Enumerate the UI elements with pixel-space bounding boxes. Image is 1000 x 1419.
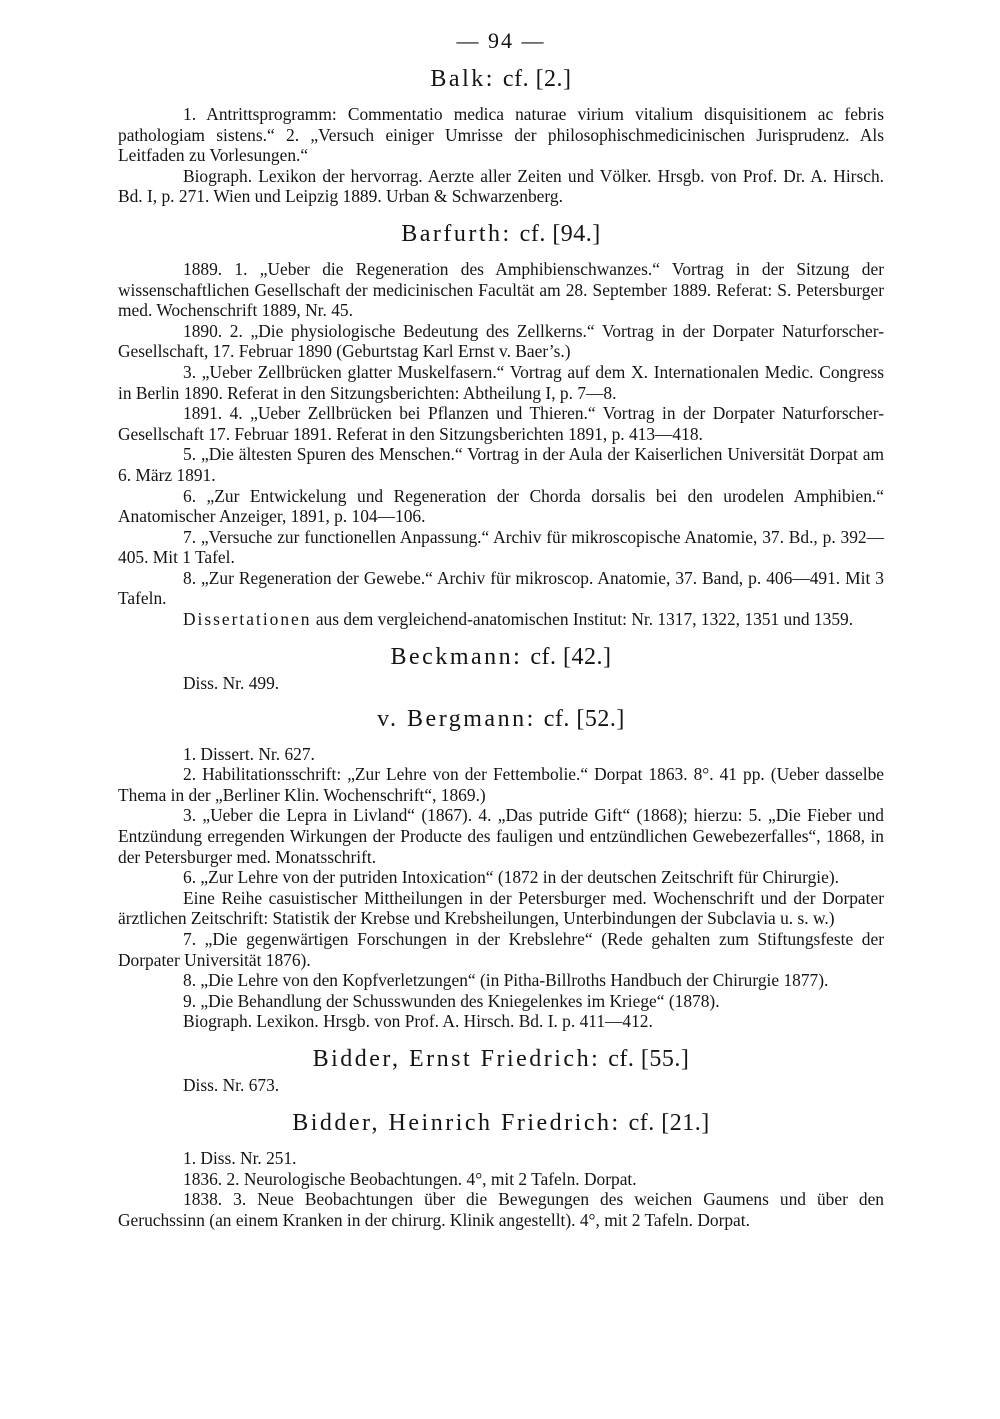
entry-heading [118,1110,884,1136]
entry-heading [391,644,612,670]
entry-heading [118,66,884,92]
entry-paragraph: 1891. 4. „Ueber Zellbrücken bei Pflanzen und Thieren.“ Vortrag in der Dorpater Naturforscher-Gesellschaft 17. Februar 1891. Referat in den Sitzungsberichten 1891, p. 413—418. [118,403,884,444]
entry-bergmann [118,706,884,1032]
entry-paragraph: 6. „Zur Entwickelung und Regeneration der Chorda dorsalis bei den urodelen Amphibien.“ Anatomischer Anzeiger, 1891, p. 104—106. [118,485,884,527]
entry-paragraph: Eine Reihe casuistischer Mittheilungen in der Petersburger med. Wochenschrift und der Dorpater ärztlichen Zeitschrift: Statistik der Krebse und Krebsheilungen, Unterbindungen der Subclavia u. s. w.) [118,887,884,929]
entry-ref: cf. [2.] [502,66,572,92]
entry-ref: cf. [42.] [530,643,612,670]
entry-paragraph: 8. „Die Lehre von den Kopfverletzungen“ (in Pitha-Billroths Handbuch der Chirurgie 1877). [183,970,829,991]
entry-paragraph: 9. „Die Behandlung der Schusswunden des Kniegelenkes im Kriege“ (1878). [183,990,720,1011]
entry-heading [313,1046,690,1072]
entry-paragraph: 1. Dissert. Nr. 627. [183,743,315,764]
entry-paragraph: 1. Diss. Nr. 251. [183,1147,297,1168]
entry-paragraph: 1836. 2. Neurologische Beobachtungen. 4°, mit 2 Tafeln. Dorpat. [183,1168,637,1189]
entry-paragraph: Biograph. Lexikon der hervorrag. Aerzte aller Zeiten und Völker. Hrsgb. von Prof. Dr. A. Hirsch. Bd. I, p. 271. Wien und Leipzig 1889. Urban & Schwarzenberg. [118,165,884,207]
page-number: — 94 — [456,28,546,53]
entry-name: Bidder, Ernst Friedrich: [312,1045,601,1072]
entry-paragraph: Biograph. Lexikon. Hrsgb. von Prof. A. Hirsch. Bd. I. p. 411—412. [183,1011,653,1032]
entry-bidder-heinrich-friedrich [118,1110,884,1230]
entry-ref: cf. [52.] [543,705,625,732]
entry-balk [118,66,884,207]
entry-note: Diss. Nr. 673. [183,1075,280,1096]
entry-paragraph: 2. Habilitationsschrift: „Zur Lehre von der Fettembolie.“ Dorpat 1863. 8°. 41 pp. (Ueber dasselbe Thema in der „Berliner Klin. Wochenschrift“, 1869.) [118,764,884,805]
entry-name: Beckmann: [390,643,523,670]
entry-paragraph: 1889. 1. „Ueber die Regeneration des Amphibienschwanzes.“ Vortrag in der Sitzung der wissenschaftlichen Gesellschaft der medicinischen Facultät am 28. September 1889. Referat: S. Petersburger med. Wochenschrift 1889, Nr. 45. [118,258,884,321]
entry-bidder-ernst-friedrich [118,1042,884,1096]
entry-name: Balk: [430,66,495,92]
entry-ref: cf. [55.] [608,1045,690,1072]
entry-note: Diss. Nr. 499. [183,673,280,694]
entry-name: Barfurth: [401,220,512,247]
dissertations-paragraph [118,609,884,630]
entry-paragraph: 7. „Versuche zur functionellen Anpassung.“ Archiv für mikroscopische Anatomie, 37. Bd., p. 392—405. Mit 1 Tafel. [118,526,884,568]
entry-paragraph: 1890. 2. „Die physiologische Bedeutung des Zellkerns.“ Vortrag in der Dorpater Naturforscher-Gesellschaft, 17. Februar 1890 (Geburtstag Karl Ernst v. Baer’s.) [118,320,884,362]
entry-paragraph: 3. „Ueber die Lepra in Livland“ (1867). 4. „Das putride Gift“ (1868); hierzu: 5. „Die Fieber und Entzündung erregenden Wirkungen der Producte des fauligen und entzündlichen Gewebezerfalles“, 1868, in der Petersburger med. Monatsschrift. [118,805,884,867]
entry-name: Bidder, Heinrich Friedrich: [292,1109,621,1136]
dissertations-text: aus dem vergleichend-anatomischen Institut: Nr. 1317, 1322, 1351 und 1359. [311,609,854,630]
entry-paragraph: 3. „Ueber Zellbrücken glatter Muskelfasern.“ Vortrag auf dem X. Internationalen Medic. Congress in Berlin 1890. Referat in den Sitzungsberichten: Abtheilung I, p. 7—8. [118,361,884,403]
entry-paragraph: 7. „Die gegenwärtigen Forschungen in der Krebslehre“ (Rede gehalten zum Stiftungsfeste der Dorpater Universität 1876). [118,929,884,970]
dissertations-label: Dissertationen [183,609,312,630]
entry-barfurth [118,221,884,630]
entry-paragraph: 6. „Zur Lehre von der putriden Intoxication“ (1872 in der deutschen Zeitschrift für Chirurgie). [183,867,839,888]
entry-name: v. Bergmann: [377,705,536,732]
entry-beckmann [118,640,884,694]
entry-paragraph: 8. „Zur Regeneration der Gewebe.“ Archiv für mikroscop. Anatomie, 37. Band, p. 406—491. Mit 3 Tafeln. [118,567,884,609]
entry-paragraph: 1. Antrittsprogramm: Commentatio medica naturae virium vitalium disquisitionem ac febris pathologiam sistens.“ 2. „Versuch einiger Umrisse der philosophischmedicinischen Jurisprudenz. Als Leitfaden zu Vorlesungen.“ [118,104,884,166]
entry-paragraph: 5. „Die ältesten Spuren des Menschen.“ Vortrag in der Aula der Kaiserlichen Universität Dorpat am 6. März 1891. [118,444,884,485]
entry-ref: cf. [21.] [628,1109,710,1136]
entry-ref: cf. [94.] [519,220,601,247]
entry-heading [118,706,884,732]
entry-heading [118,221,884,247]
entry-paragraph: 1838. 3. Neue Beobachtungen über die Bewegungen des weichen Gaumens und über den Geruchssinn (an einem Kranken in der chirurg. Klinik angestellt). 4°, mit 2 Tafeln. Dorpat. [118,1189,884,1230]
